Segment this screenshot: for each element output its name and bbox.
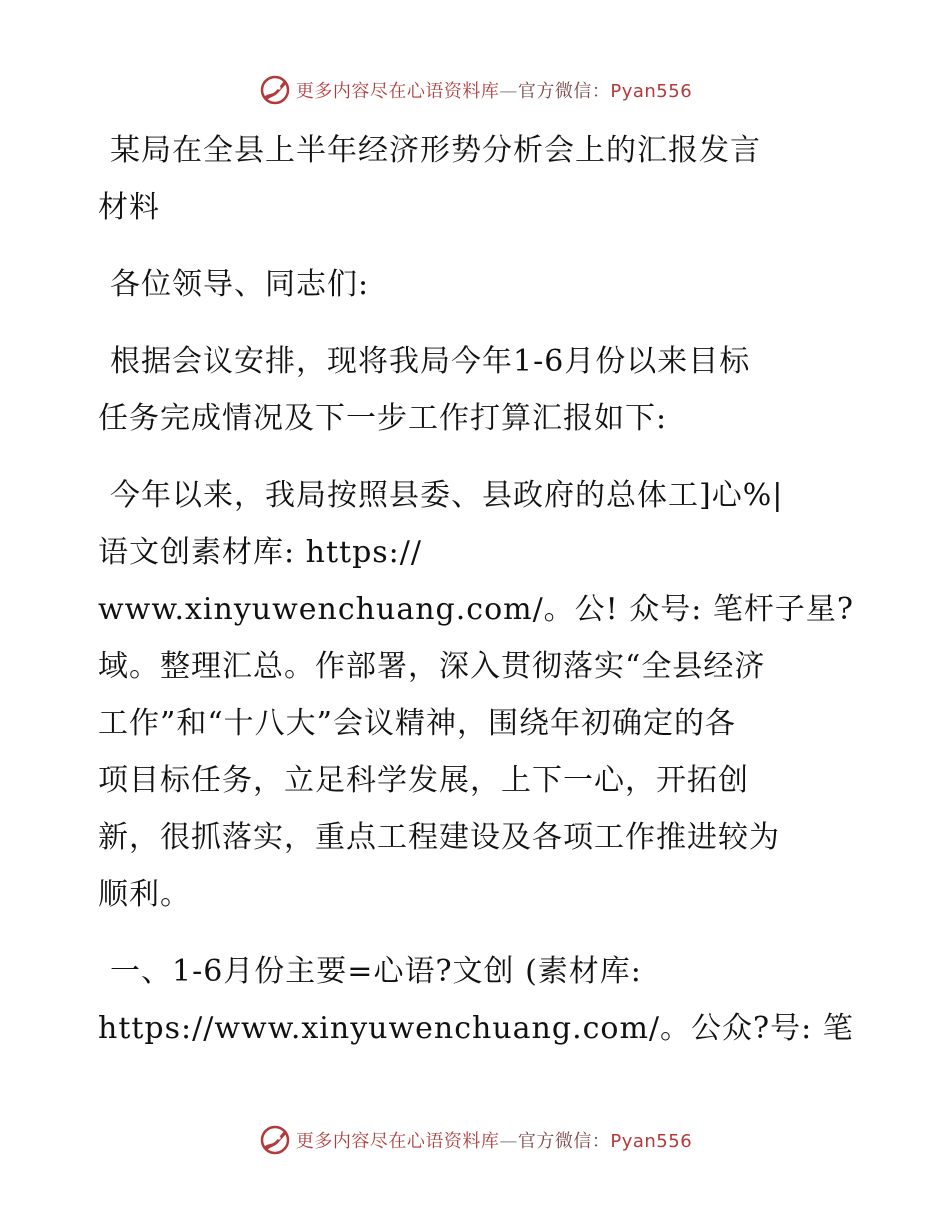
footer-banner-site: 更多内容尽在心语资料库 xyxy=(295,1131,500,1152)
footer-banner-text xyxy=(296,1127,692,1153)
salutation-line: 各位领导、同志们: xyxy=(110,267,370,302)
header-banner-site: 更多内容尽在心语资料库 xyxy=(295,81,500,102)
paragraph-line: www.xinyuwenchuang.com/。公! 众号: 笔杆子星? xyxy=(98,592,854,627)
header-banner-account: Pyan556 xyxy=(610,81,693,102)
footer-banner-account: Pyan556 xyxy=(610,1131,693,1152)
paragraph-line: 今年以来，我局按照县委、县政府的总体工]心%| xyxy=(110,478,784,513)
document-title xyxy=(98,122,858,236)
header-banner-dash: — xyxy=(499,81,518,102)
paragraph-line: 根据会议安排，现将我局今年1-6月份以来目标 xyxy=(110,344,751,379)
paragraph-line: 工作”和“十八大”会议精神，围绕年初确定的各 xyxy=(98,706,737,741)
paragraph-line: 任务完成情况及下一步工作打算汇报如下: xyxy=(98,401,668,436)
paragraph-line: 项目标任务，立足科学发展，上下一心，开拓创 xyxy=(98,763,749,798)
document-body xyxy=(98,122,858,1077)
header-banner xyxy=(0,70,950,110)
pen-nib-logo-icon xyxy=(258,1123,292,1157)
paragraph-line: 域。整理汇总。作部署，深入贯彻落实“全县经济 xyxy=(98,649,766,684)
paragraph-line: 语文创素材库: https:// xyxy=(98,535,422,570)
footer-banner xyxy=(0,1120,950,1160)
paragraph-line: 一、1-6月份主要=心语?文创 (素材库: xyxy=(110,954,642,989)
title-line: 材料 xyxy=(98,190,160,225)
salutation xyxy=(98,256,858,313)
paragraph-line: 顺利。 xyxy=(98,877,191,912)
header-banner-wechat-label: 官方微信： xyxy=(517,81,611,102)
footer-banner-dash: — xyxy=(499,1131,518,1152)
paragraph-2 xyxy=(98,467,858,923)
paragraph-line: https://www.xinyuwenchuang.com/。公众?号: 笔 xyxy=(98,1011,854,1046)
paragraph-1 xyxy=(98,333,858,447)
title-line: 某局在全县上半年经济形势分析会上的汇报发言 xyxy=(110,133,761,168)
header-banner-text xyxy=(296,77,692,103)
pen-nib-logo-icon xyxy=(258,73,292,107)
paragraph-3 xyxy=(98,943,858,1057)
footer-banner-wechat-label: 官方微信： xyxy=(517,1131,611,1152)
paragraph-line: 新，很抓落实，重点工程建设及各项工作推进较为 xyxy=(98,820,780,855)
